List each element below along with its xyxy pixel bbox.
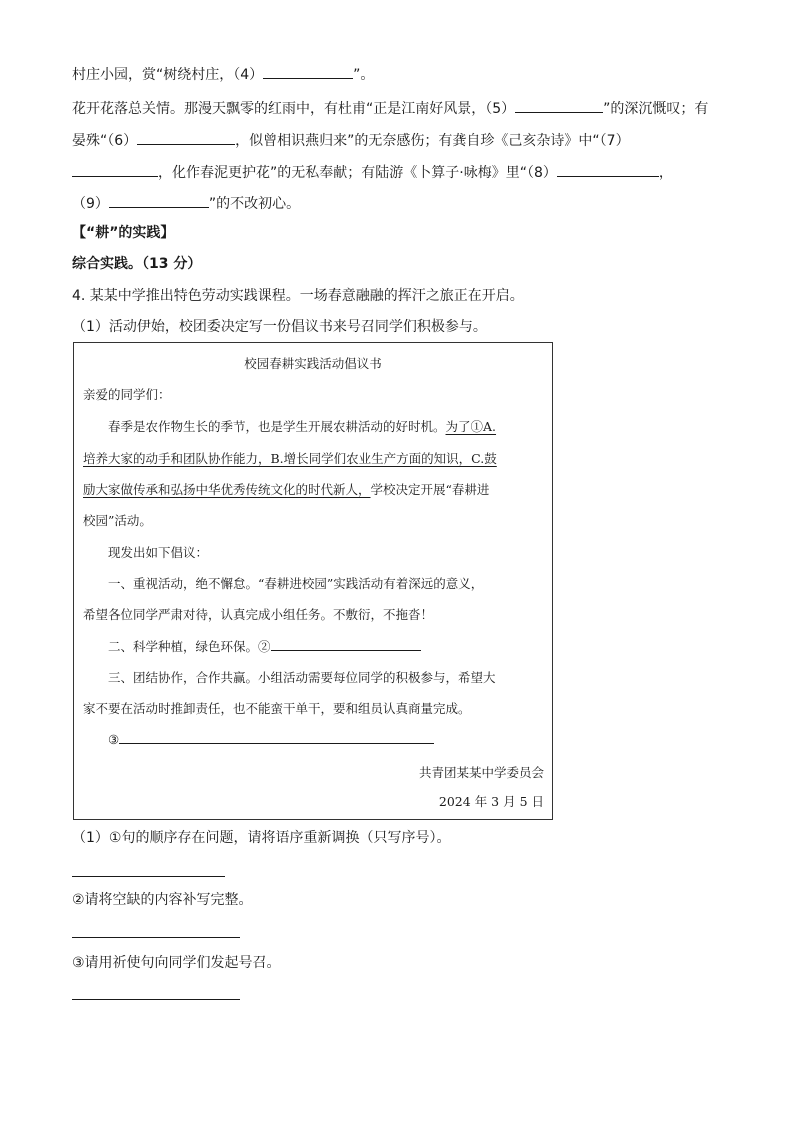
answer-blank-8[interactable]: [557, 162, 659, 177]
letter-signature: 共青团某某中学委员会: [418, 765, 544, 780]
letter-paragraph-5-line-1: 三、团结协作，合作共赢。小组活动需要每位同学的积极参与，希望大: [108, 670, 496, 685]
letter-title: 校园春耕实践活动倡议书: [244, 356, 382, 371]
subquestion-2: ②请将空缺的内容补写完整。: [72, 892, 253, 908]
letter-text: 学校决定开展“春耕进: [370, 482, 490, 497]
letter-paragraph-3-line-2: 希望各位同学严肃对待，认真完成小组任务。不敷衍，不拖沓！: [83, 607, 434, 622]
answer-line-2[interactable]: [72, 937, 240, 938]
letter-text: 二、科学种植，绿色环保。②: [108, 639, 271, 654]
poem-line-4: [72, 162, 673, 183]
poem-text: 村庄小园，赏“树绕村庄，（4）: [72, 67, 264, 83]
poem-text: ”。: [353, 67, 375, 83]
answer-line-3[interactable]: [72, 999, 240, 1000]
answer-line-1[interactable]: [72, 876, 225, 877]
poem-text: 晏殊“（6）: [72, 133, 138, 149]
answer-blank-7[interactable]: [72, 162, 158, 177]
section-heading: 【“耕”的实践】: [72, 225, 175, 241]
poem-text: ”的深沉慨叹；有: [603, 101, 709, 117]
poem-text: ，似曾相识燕归来”的无奈感伤；有龚自珍《己亥杂诗》中“（7）: [235, 133, 630, 149]
letter-blank-2[interactable]: [271, 638, 421, 651]
poem-text: ，化作春泥更护花”的无私奉献；有陆游《卜算子·咏梅》里“（8）: [158, 165, 557, 181]
poem-line-3: [72, 130, 630, 151]
letter-paragraph-2: 现发出如下倡议：: [108, 545, 209, 560]
letter-paragraph-4: [108, 638, 421, 656]
proposal-letter-box: [73, 342, 553, 820]
underlined-sentence: 励大家做传承和弘扬中华优秀传统文化的时代新人，: [83, 482, 371, 497]
subquestion-3: ③请用祈使句向同学们发起号召。: [72, 955, 281, 971]
letter-paragraph-1-line-4: 校园”活动。: [83, 513, 152, 528]
answer-blank-5[interactable]: [515, 98, 603, 113]
subquestion-1: （1）①句的顺序存在问题，请将语序重新调换（只写序号）。: [72, 830, 451, 846]
letter-text: 春季是农作物生长的季节，也是学生开展农耕活动的好时机。: [108, 419, 446, 434]
letter-blank-3[interactable]: [119, 731, 434, 744]
subheading: 综合实践。（13 分）: [72, 256, 202, 272]
poem-text: ，: [658, 165, 673, 181]
underlined-sentence: 为了①A.: [445, 419, 497, 434]
letter-paragraph-1-line-2: 培养大家的动手和团队协作能力，B.增长同学们农业生产方面的知识，C.鼓: [83, 451, 497, 466]
question-part-1: （1）活动伊始，校团委决定写一份倡议书来号召同学们积极参与。: [72, 319, 487, 335]
letter-text: ③: [108, 732, 120, 747]
poem-text: 花开花落总关情。那漫天飘零的红雨中，有杜甫“正是江南好风景，（5）: [72, 101, 516, 117]
letter-paragraph-5-line-2: 家不要在活动时推卸责任，也不能蛮干单干，要和组员认真商量完成。: [83, 701, 471, 716]
letter-date: 2024 年 3 月 5 日: [438, 794, 544, 809]
poem-text: （9）: [72, 196, 109, 212]
poem-line-5: [72, 193, 300, 214]
question-intro: 4. 某某中学推出特色劳动实践课程。一场春意融融的挥汗之旅正在开启。: [72, 288, 524, 304]
poem-text: ”的不改初心。: [208, 196, 301, 212]
letter-paragraph-1-line-3: [83, 481, 489, 499]
answer-blank-9[interactable]: [109, 193, 209, 208]
letter-paragraph-6: [108, 731, 434, 749]
poem-line-1: [72, 64, 374, 85]
poem-line-2: [72, 98, 708, 119]
letter-paragraph-3-line-1: 一、重视活动，绝不懈怠。“春耕进校园”实践活动有着深远的意义，: [108, 576, 484, 591]
answer-blank-6[interactable]: [137, 130, 235, 145]
letter-greeting: 亲爱的同学们：: [83, 387, 171, 402]
answer-blank-4[interactable]: [263, 64, 353, 79]
letter-paragraph-1-line-1: [108, 418, 496, 436]
